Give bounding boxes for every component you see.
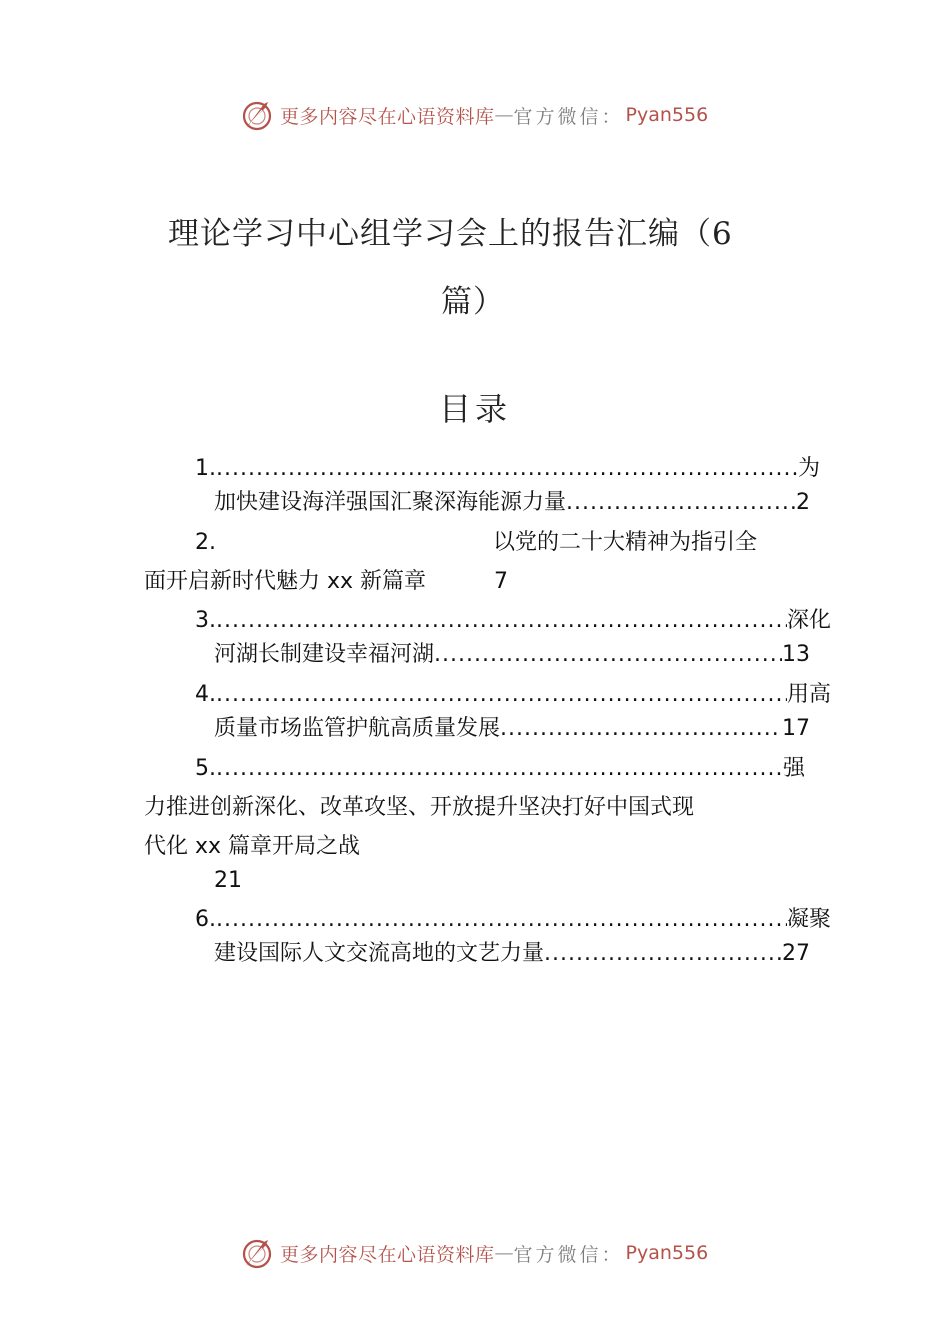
- document-title-line-1: 理论学习中心组学习会上的报告汇编（6: [168, 216, 733, 252]
- banner-wechat-id: Pyan556: [625, 1242, 709, 1264]
- toc-entry-title: 强: [782, 756, 805, 781]
- toc-entry-6-line-2[interactable]: [214, 939, 810, 969]
- toc-page-number: 2: [796, 490, 810, 515]
- dot-leader: [216, 606, 787, 636]
- toc-entry-title: 质量市场监管护航高质量发展: [214, 716, 501, 741]
- toc-page-number: 17: [782, 716, 810, 741]
- toc-entry-title: 建设国际人文交流高地的文艺力量: [214, 941, 545, 966]
- toc-page-number: 7: [494, 569, 508, 594]
- banner-text: 更多内容尽在心语资料库: [280, 1243, 495, 1266]
- toc-heading: 目录: [438, 390, 511, 428]
- toc-entry-title[interactable]: 面开启新时代魅力 xx 新篇章: [144, 569, 427, 594]
- toc-entry-3-line-1[interactable]: [195, 606, 831, 636]
- header-banner: [0, 95, 950, 135]
- toc-entry-title: 加快建设海洋强国汇聚深海能源力量: [214, 490, 567, 515]
- dot-leader: [216, 680, 787, 710]
- banner-separator: —: [494, 1242, 514, 1264]
- toc-entry-3-line-2[interactable]: [214, 640, 810, 670]
- dot-leader: [216, 905, 787, 935]
- toc-entry-number: 6.: [195, 907, 216, 932]
- toc-entry-1-line-2[interactable]: [214, 488, 810, 518]
- toc-entry-number: 4.: [195, 682, 216, 707]
- toc-entry-title: 为: [797, 456, 820, 481]
- footer-banner: [0, 1233, 950, 1273]
- banner-wechat-label: 官方微信：: [513, 105, 624, 128]
- dot-leader: [216, 754, 783, 784]
- dot-leader: [500, 714, 782, 744]
- toc-entry-5-line-1[interactable]: [195, 754, 805, 784]
- quill-logo-icon: [240, 98, 274, 132]
- toc-entry-6-line-1[interactable]: [195, 905, 831, 935]
- toc-entry-number: 2.: [195, 530, 216, 555]
- toc-entry-number: 1.: [195, 456, 216, 481]
- toc-page-number: 21: [214, 868, 242, 893]
- toc-entry-title[interactable]: 代化 xx 篇章开局之战: [144, 834, 361, 859]
- toc-entry-number: 3.: [195, 608, 216, 633]
- toc-entry-1-line-1[interactable]: [195, 454, 820, 484]
- toc-entry-title: 深化: [786, 608, 831, 633]
- toc-entry-number: 5.: [195, 756, 216, 781]
- dot-leader: [544, 939, 782, 969]
- banner-wechat-id: Pyan556: [625, 104, 709, 126]
- dot-leader: [216, 454, 798, 484]
- toc-page-number: 13: [782, 642, 810, 667]
- toc-entry-title[interactable]: 以党的二十大精神为指引全: [493, 530, 758, 555]
- toc-entry-title: 河湖长制建设幸福河湖: [214, 642, 435, 667]
- banner-wechat-label: 官方微信：: [513, 1243, 624, 1266]
- toc-entry-title[interactable]: 力推进创新深化、改革攻坚、开放提升坚决打好中国式现: [144, 795, 695, 820]
- toc-page-number: 27: [782, 941, 810, 966]
- toc-entry-title: 用高: [786, 682, 831, 707]
- toc-entry-4-line-2[interactable]: [214, 714, 810, 744]
- toc-entry-4-line-1[interactable]: [195, 680, 831, 710]
- document-title-line-2: 篇）: [441, 284, 505, 320]
- banner-separator: —: [494, 104, 514, 126]
- dot-leader: [566, 488, 796, 518]
- toc-entry-title: 凝聚: [786, 907, 831, 932]
- banner-text: 更多内容尽在心语资料库: [280, 105, 495, 128]
- dot-leader: [434, 640, 782, 670]
- quill-logo-icon: [240, 1236, 274, 1270]
